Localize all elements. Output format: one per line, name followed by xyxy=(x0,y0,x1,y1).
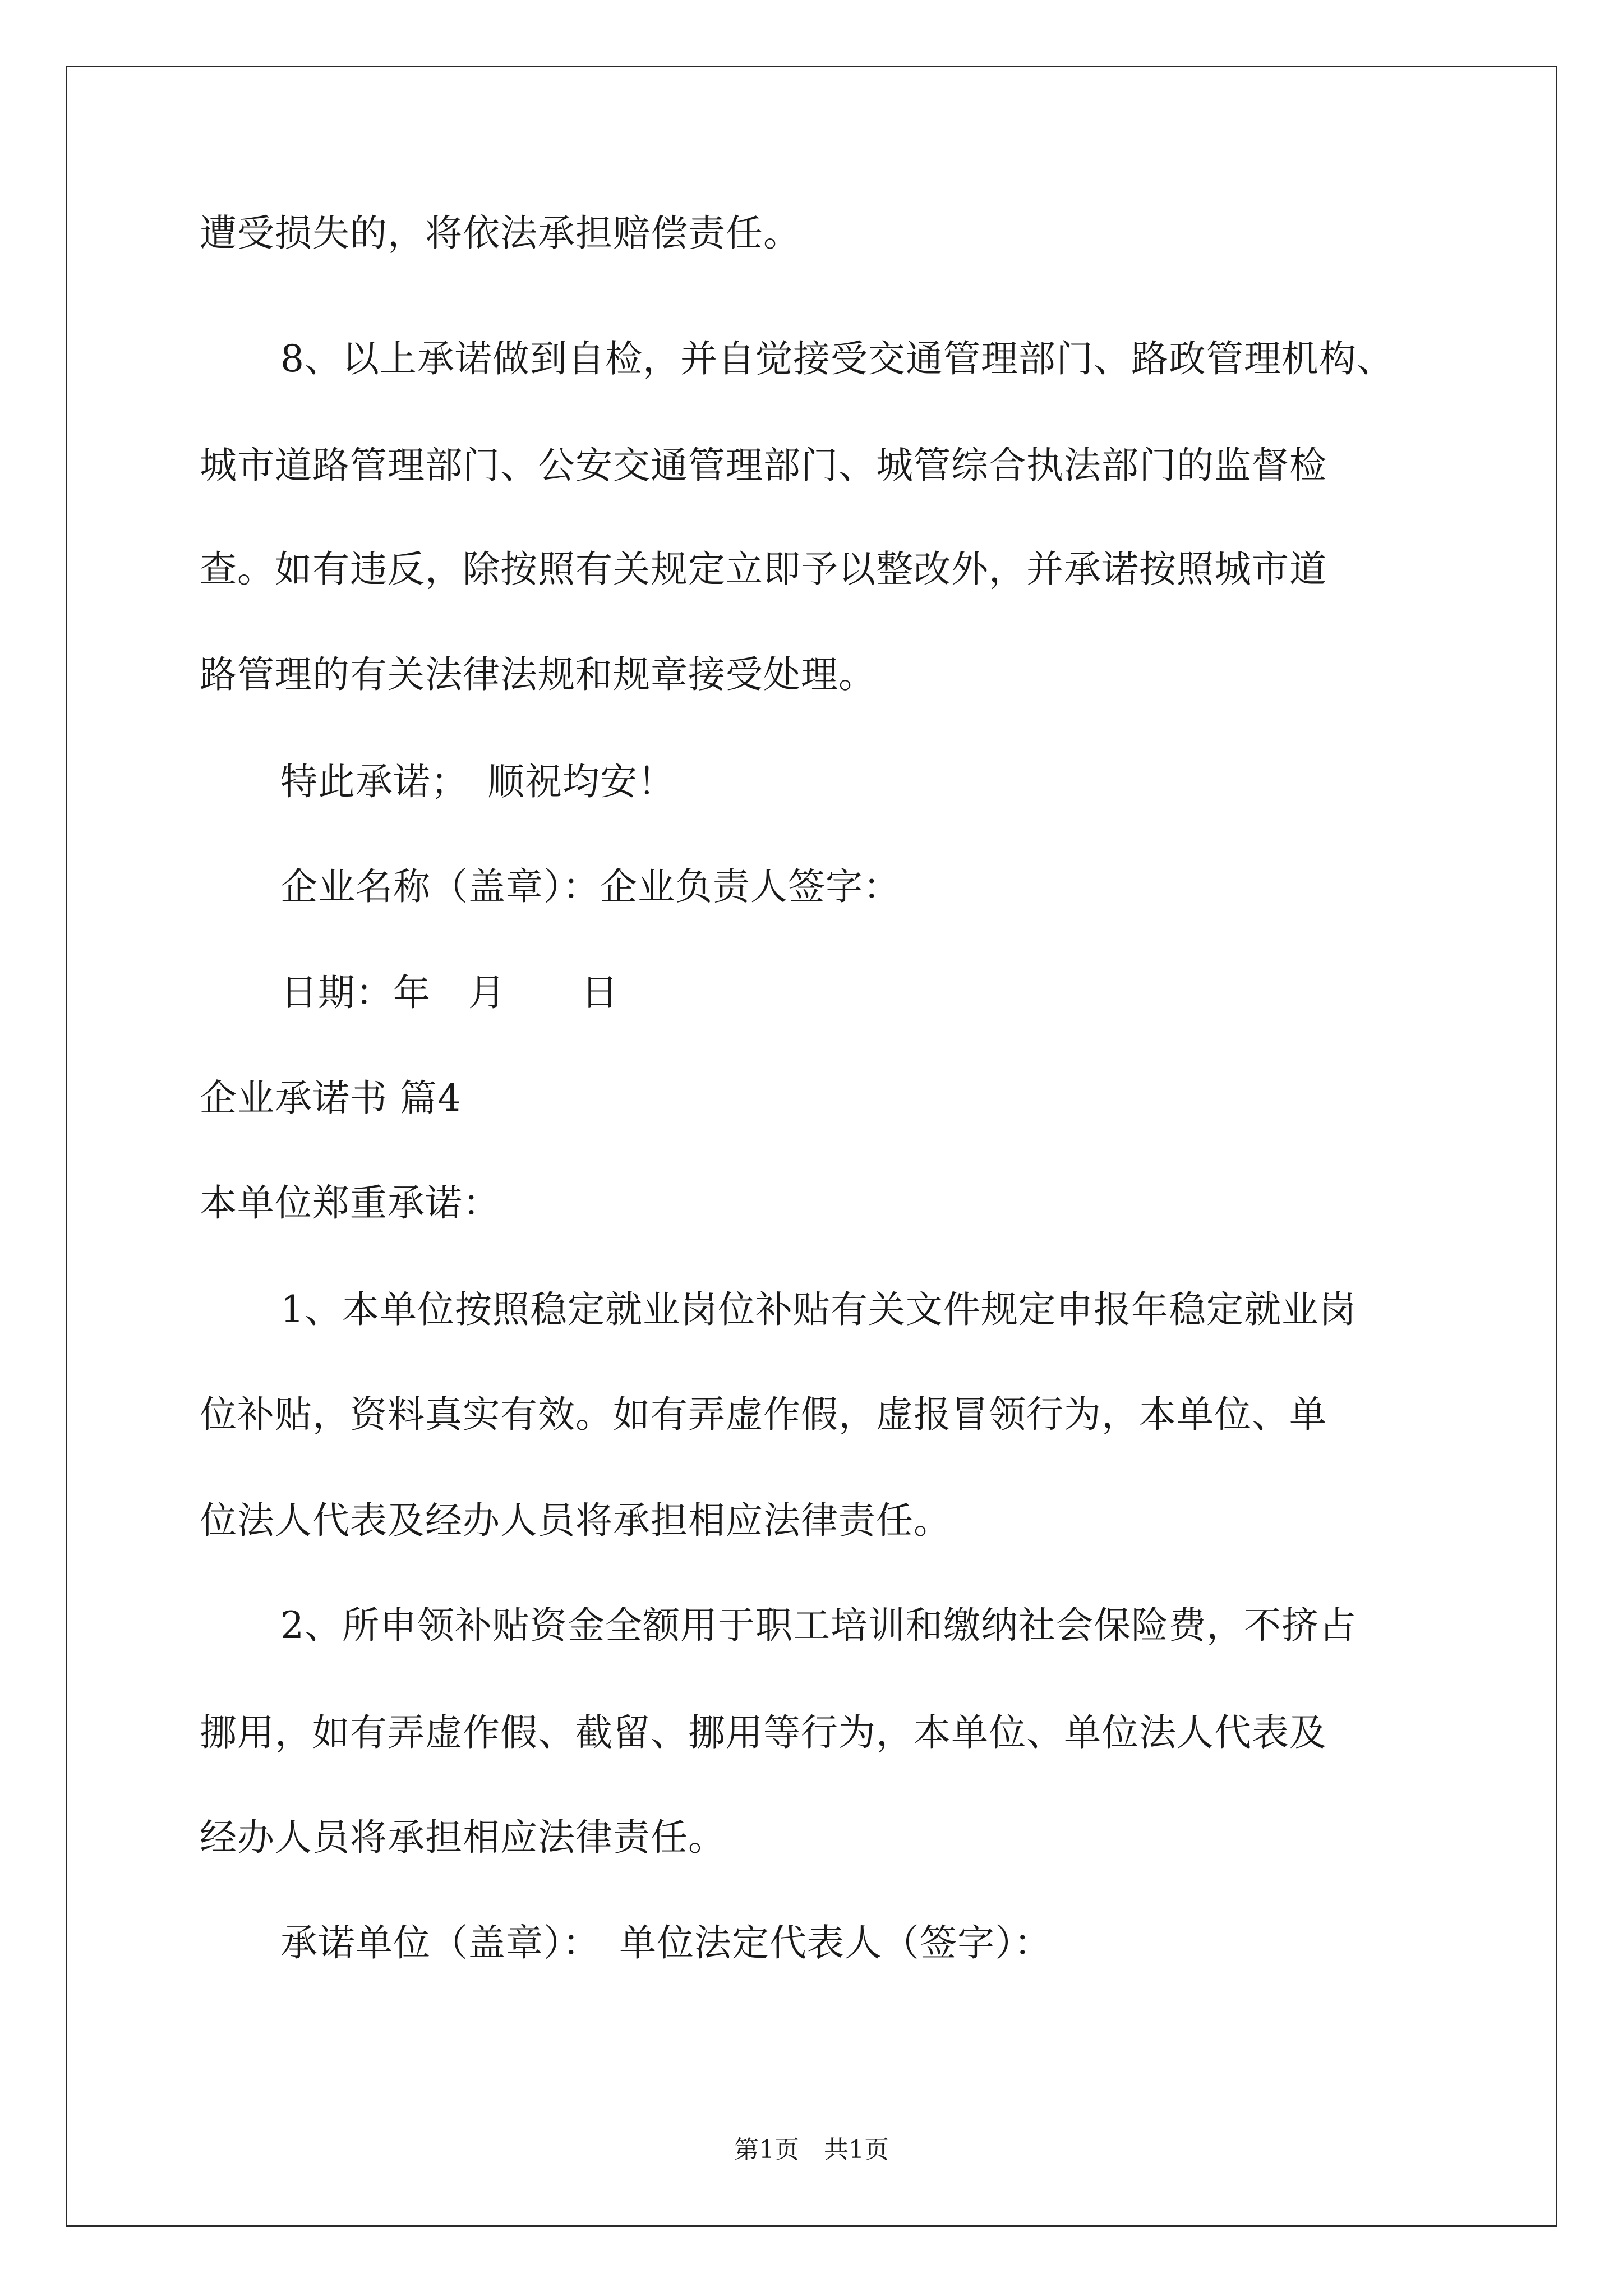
text-line-14: 2、所申领补贴资金全额用于职工培训和缴纳社会保险费，不挤占 xyxy=(280,1604,1357,1647)
text-line-1: 遭受损失的，将依法承担赔偿责任。 xyxy=(200,211,801,255)
company-signature-line: 企业名称（盖章）：企业负责人签字： xyxy=(280,865,901,908)
text-line-15: 挪用，如有弄虚作假、截留、挪用等行为，本单位、单位法人代表及 xyxy=(200,1711,1327,1754)
text-line-16: 经办人员将承担相应法律责任。 xyxy=(200,1816,726,1859)
page-frame xyxy=(66,66,1557,2227)
promise-intro: 本单位郑重承诺： xyxy=(200,1181,500,1225)
text-line-13: 位法人代表及经办人员将承担相应法律责任。 xyxy=(200,1499,951,1542)
text-line-2: 8、以上承诺做到自检，并自觉接受交通管理部门、路政管理机构、 xyxy=(280,337,1394,380)
date-line: 日期：年 月 日 xyxy=(280,971,619,1014)
text-line-3: 城市道路管理部门、公安交通管理部门、城管综合执法部门的监督检 xyxy=(200,444,1327,487)
unit-signature-line: 承诺单位（盖章）： 单位法定代表人（签字）： xyxy=(280,1921,1052,1964)
text-line-11: 1、本单位按照稳定就业岗位补贴有关文件规定申报年稳定就业岗 xyxy=(280,1288,1357,1331)
text-line-5: 路管理的有关法律法规和规章接受处理。 xyxy=(200,653,876,696)
text-line-4: 查。如有违反，除按照有关规定立即予以整改外，并承诺按照城市道 xyxy=(200,547,1327,591)
closing-line: 特此承诺； 顺祝均安！ xyxy=(280,760,675,803)
text-line-12: 位补贴，资料真实有效。如有弄虚作假，虚报冒领行为，本单位、单 xyxy=(200,1393,1327,1436)
page-footer: 第1页 共1页 xyxy=(734,2136,889,2164)
section-heading: 企业承诺书 篇4 xyxy=(200,1076,462,1120)
